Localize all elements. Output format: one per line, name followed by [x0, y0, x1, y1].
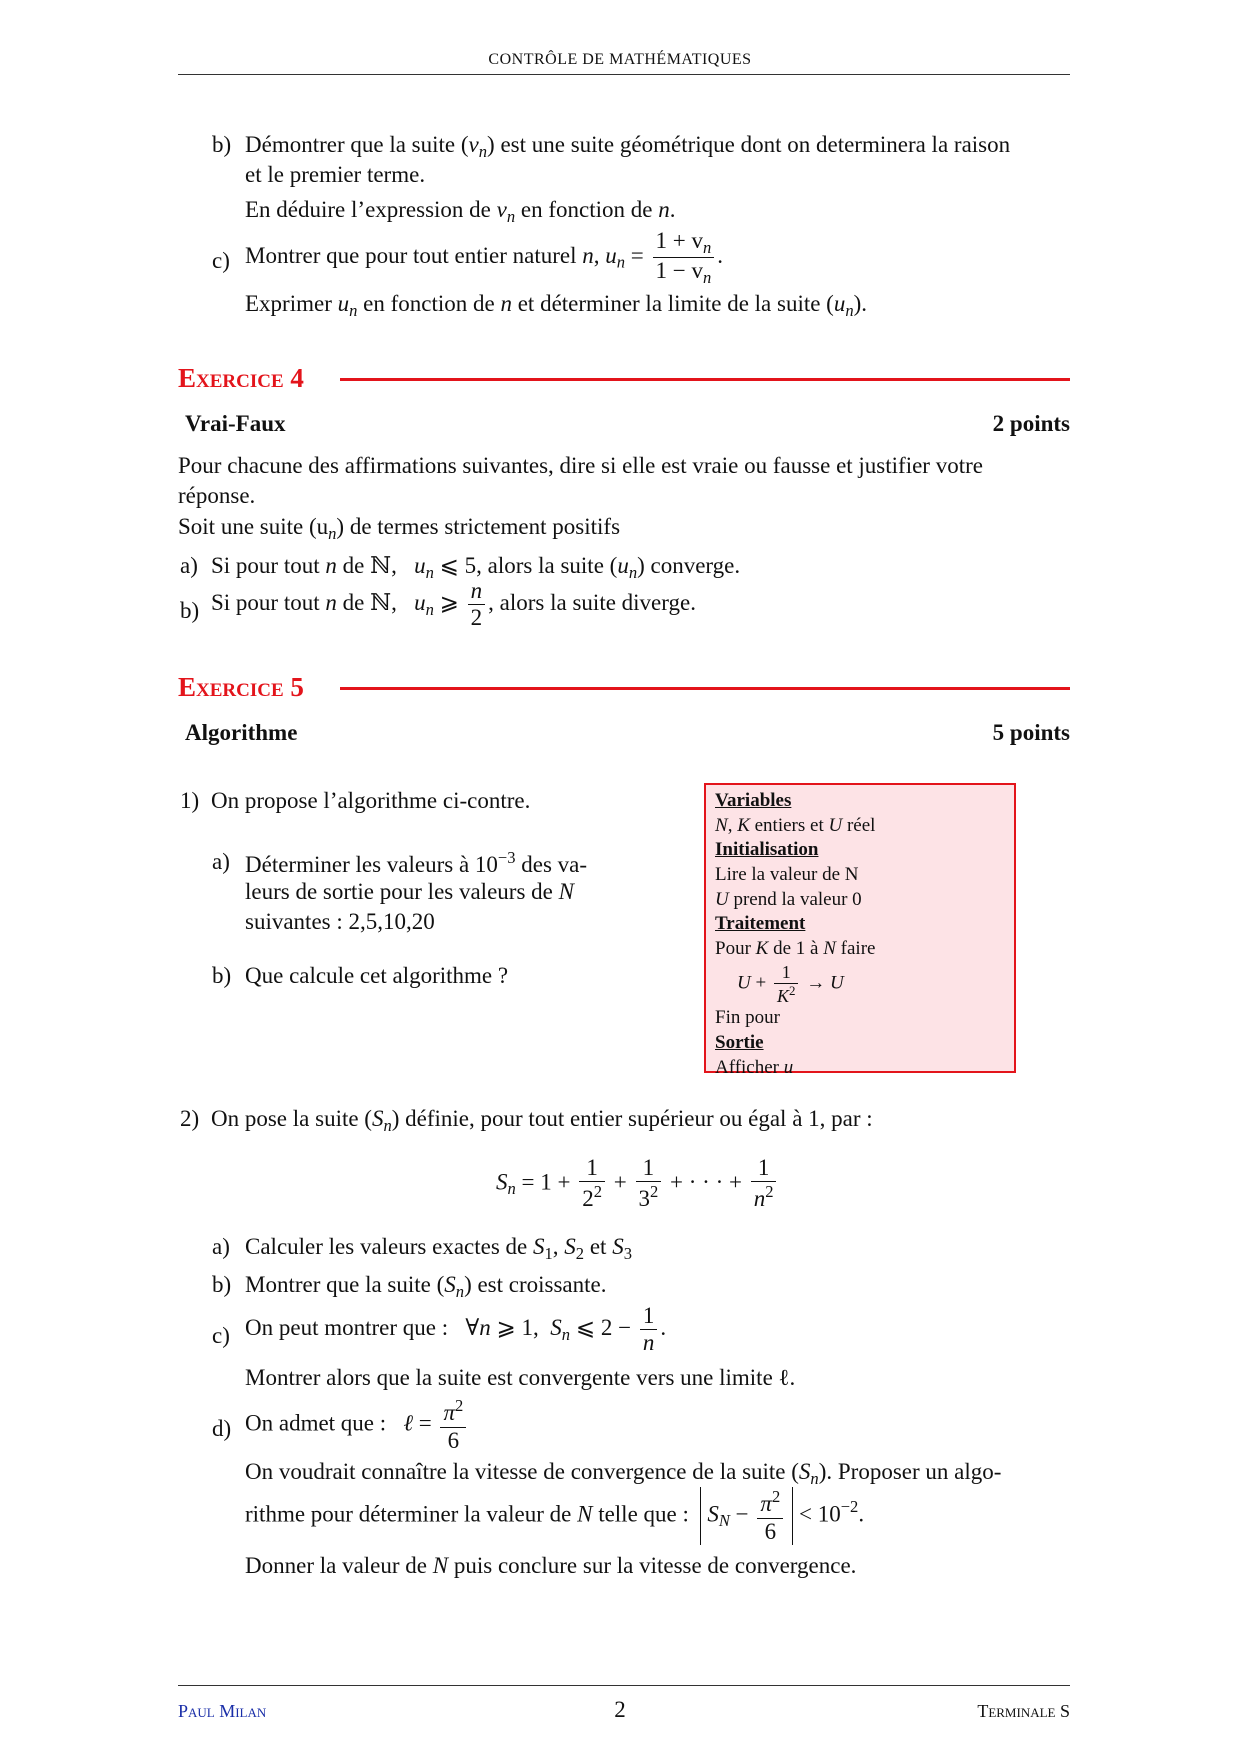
q1a-line3: suivantes : 2,5,10,20: [245, 909, 435, 934]
exercise-4-rule: [340, 378, 1070, 381]
exercise-5-rule: [340, 687, 1070, 690]
exercise-4-item-b: Si pour tout n de ℕ, $u_n$ ⩾ $\frac{n}{2}$ , alors la suite diverge.: [211, 578, 696, 631]
page-header-title: CONTRÔLE DE MATHÉMATIQUES: [488, 51, 752, 68]
q2b-text: Montrer que la suite $(S_n)$ est croissante.: [245, 1272, 607, 1301]
q2-label: 2): [180, 1106, 200, 1131]
ex3-item-b-line3: En déduire l’expression de $v_n$ en fonction de n.: [245, 197, 676, 226]
algo-init-line2: U prend la valeur 0: [715, 888, 862, 910]
q1a-line2: leurs de sortie pour les valeurs de N: [245, 879, 574, 904]
footer-class: Terminale S: [977, 1701, 1070, 1721]
header-rule: [178, 74, 1070, 75]
ex3-item-c-label: c): [212, 248, 230, 273]
exercise-4-item-a-label: a): [180, 553, 198, 578]
exercise-5-points: 5 points: [992, 720, 1070, 745]
exercise-4-subtitle: Vrai-Faux: [185, 411, 286, 436]
algo-loop-line: Pour K de 1 à N faire: [715, 938, 876, 960]
q1-text: On propose l’algorithme ci-contre.: [211, 788, 531, 813]
exercise-4-title: Exercice 4: [178, 363, 304, 393]
q2b-label: b): [212, 1272, 232, 1297]
q1a-line1: Déterminer les valeurs à $10^{-3}$ des va-: [245, 848, 588, 878]
fraction-n-over-2: $\frac{n}{2}$: [468, 578, 486, 632]
ex3-item-b-label: b): [212, 132, 232, 157]
ex3-item-b-line2: et le premier terme.: [245, 162, 426, 187]
algo-variables-line: N, K entiers et U réel: [715, 814, 876, 836]
q2a-text: Calculer les valeurs exactes de $S_1$, $S_2$ et $S_3$: [245, 1234, 632, 1263]
ex3-item-c-line2: Exprimer $u_n$ en fonction de n et déterminer la limite de la suite $(u_n)$.: [245, 291, 868, 320]
exercise-4-item-a: Si pour tout n de ℕ, $u_n$ ⩽ 5, alors la suite $(u_n)$ converge.: [211, 553, 741, 582]
algo-variables-heading: Variables: [715, 790, 792, 811]
q2-text: On pose la suite $(S_n)$ définie, pour tout entier supérieur ou égal à 1, par :: [211, 1106, 873, 1135]
q2c-line2: Montrer alors que la suite est convergente vers une limite ℓ.: [245, 1365, 796, 1390]
fraction-un: $\frac{1 + v_n}{1 - v_n}$: [653, 228, 715, 287]
page-number: 2: [614, 1697, 626, 1722]
exercise-4-intro-2: réponse.: [178, 483, 256, 508]
algo-output-line: Afficher u: [715, 1056, 794, 1078]
q2d-label: d): [212, 1416, 232, 1441]
q2a-label: a): [212, 1234, 230, 1259]
algo-init-line1: Lire la valeur de N: [715, 864, 859, 886]
exercise-4-intro-1: Pour chacune des affirmations suivantes, dire si elle est vraie ou fausse et justifier votre: [178, 453, 983, 478]
algo-treatment-heading: Traitement: [715, 913, 806, 935]
q1a-label: a): [212, 849, 230, 874]
algo-init-heading: Initialisation: [715, 839, 819, 861]
q2c-label: c): [212, 1323, 230, 1348]
algo-loop-end: Fin pour: [715, 1007, 780, 1029]
footer-author: Paul Milan: [178, 1701, 267, 1721]
exercise-4-points: 2 points: [992, 411, 1070, 436]
q2d-line2: rithme pour déterminer la valeur de N telle que : $S_N$ − $\frac{\pi^2}{6}$ < $10^{-2}$.: [245, 1487, 865, 1544]
exercise-5-title: Exercice 5: [178, 672, 304, 702]
algo-assign-line: U + $\frac{1}{K^2}$ → U: [737, 961, 844, 1006]
exercise-4-intro-3: Soit une suite $(u_n)$ de termes strictement positifs: [178, 514, 621, 543]
q2d-line1: On voudrait connaître la vitesse de convergence de la suite $(S_n)$. Proposer un algo-: [245, 1459, 1002, 1488]
ex3-item-c: Montrer que pour tout entier naturel n, $u_n$ = $\frac{1 + v_n}{1 - v_n}$ .: [245, 228, 724, 287]
q2d-text: On admet que : ℓ = $\frac{\pi^2}{6}$: [245, 1396, 469, 1454]
q2c-text: On peut montrer que : ∀n ⩾ 1, $S_n$ ⩽ 2 − $\frac{1}{n}$ .: [245, 1303, 667, 1356]
q1b-text: Que calcule cet algorithme ?: [245, 963, 509, 988]
ex3-item-b: Démontrer que la suite $(v_n)$ est une suite géométrique dont on determinera la raison: [245, 132, 1011, 161]
exercise-4-item-b-label: b): [180, 598, 200, 623]
q1b-label: b): [212, 963, 232, 988]
q1-label: 1): [180, 788, 200, 813]
algorithm-box: [704, 783, 1016, 1078]
q2d-line3: Donner la valeur de N puis conclure sur la vitesse de convergence.: [245, 1553, 857, 1578]
series-definition: $S_n = 1$ + $\frac{1}{2^2}$ + $\frac{1}{3^2}$ + · · · + $\frac{1}{n^2}$: [496, 1155, 779, 1213]
footer-rule: [178, 1685, 1070, 1686]
exercise-5-subtitle: Algorithme: [185, 720, 298, 745]
algo-output-heading: Sortie: [715, 1032, 764, 1053]
